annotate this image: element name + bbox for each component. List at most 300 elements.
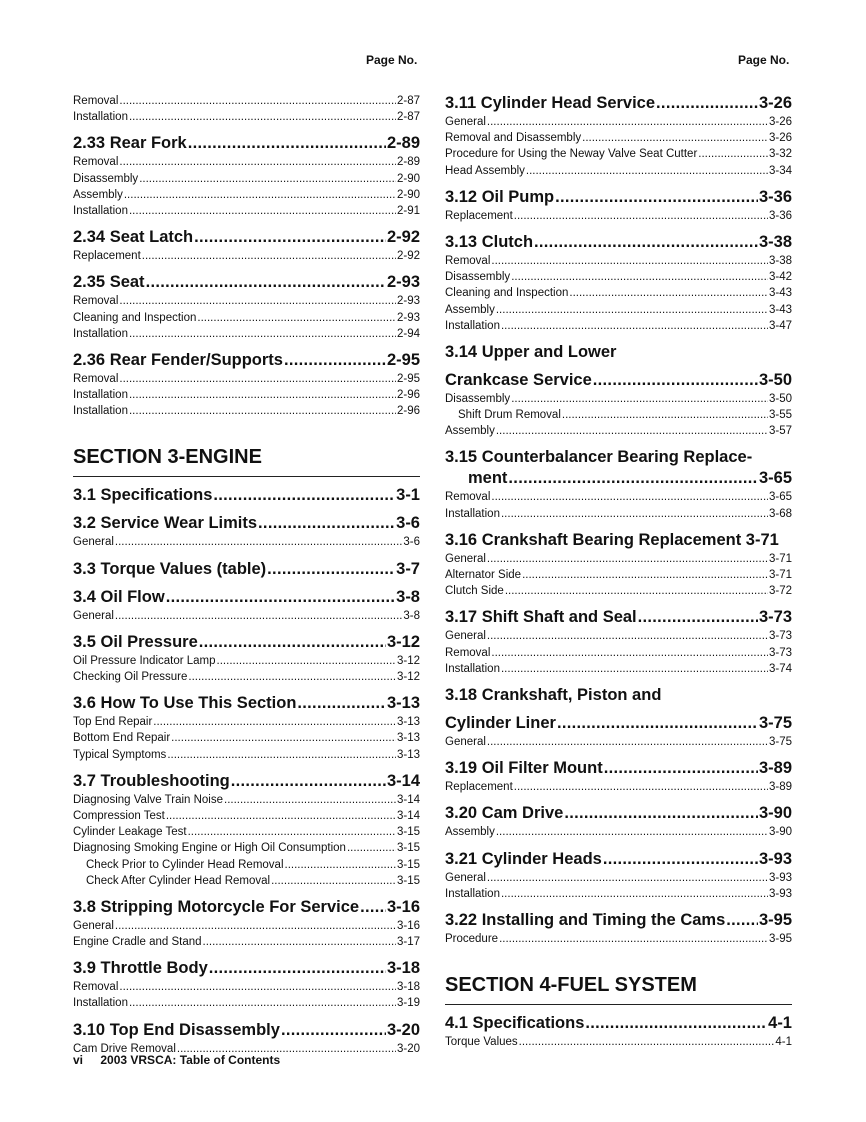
entry-title: Replacement (445, 209, 513, 222)
toc-entry[interactable] (445, 391, 792, 407)
toc-entry[interactable] (445, 661, 792, 677)
toc-entry[interactable] (445, 302, 792, 318)
dot-leader (593, 370, 758, 390)
footer-title: 2003 VRSCA: Table of Contents (100, 1053, 281, 1067)
entry-title: Installation (445, 662, 500, 675)
page-number: 3-71 (768, 569, 792, 581)
page-number: 2-90 (396, 172, 420, 185)
entry-title: Installation (73, 111, 128, 124)
toc-entry[interactable] (73, 669, 420, 685)
page-number: 2-95 (396, 372, 420, 385)
toc-entry[interactable] (73, 873, 420, 889)
dot-leader (487, 551, 768, 567)
dot-leader (197, 310, 396, 326)
entry-title: 3.4 Oil Flow (73, 587, 165, 606)
dot-leader (505, 583, 768, 599)
entry-title: Cleaning and Inspection (73, 311, 197, 324)
entry-title: 3.9 Throttle Body (73, 959, 208, 978)
toc-entry[interactable] (445, 645, 792, 661)
toc-entry[interactable] (73, 326, 420, 342)
entry-title: 2.33 Rear Fork (73, 134, 187, 153)
entry-title: Removal (73, 95, 119, 107)
dot-leader (501, 661, 768, 677)
page-no-header-left: Page No. (366, 53, 418, 67)
entry-title: 2.36 Rear Fender/Supports (73, 350, 283, 369)
toc-entry[interactable] (445, 146, 792, 162)
page-number: 3-15 (396, 858, 420, 871)
toc-heading[interactable] (445, 803, 792, 823)
page-number: 3-50 (768, 392, 792, 405)
page-number: 3-36 (768, 209, 792, 222)
entry-title: General (445, 871, 486, 884)
entry-title: Installation (73, 327, 128, 340)
toc-entry[interactable] (445, 886, 792, 902)
page-number: 3-74 (768, 662, 792, 675)
toc-entry[interactable] (445, 506, 792, 522)
page-number: 3-93 (768, 887, 792, 900)
entry-title: Installation (73, 997, 128, 1010)
page-number: 2-96 (396, 389, 420, 402)
toc-heading[interactable]: 3.14 Upper and Lower (445, 342, 617, 361)
toc-heading[interactable] (73, 897, 420, 917)
entry-title: 3.20 Cam Drive (445, 804, 564, 823)
page-number: 3-36 (758, 187, 792, 206)
dot-leader (194, 227, 386, 247)
dot-leader (501, 318, 768, 334)
entry-title: 3.19 Oil Filter Mount (445, 759, 603, 778)
toc-heading[interactable] (445, 468, 792, 488)
footer-page-number: vi (73, 1053, 84, 1067)
page-number: 3-26 (768, 132, 792, 145)
page-number: 3-73 (768, 646, 792, 659)
entry-title: Top End Repair (73, 716, 153, 729)
dot-leader (258, 513, 395, 533)
page-number: 2-92 (386, 228, 420, 247)
page-number: 2-93 (396, 295, 420, 308)
page-number: 3-95 (768, 932, 792, 945)
page-number: 3-8 (403, 609, 420, 622)
toc-entry[interactable] (73, 857, 420, 873)
entry-title: Engine Cradle and Stand (73, 936, 202, 949)
entry-title: Assembly (445, 826, 495, 839)
section-title: SECTION 3-ENGINE (73, 445, 420, 477)
entry-title: 3.21 Cylinder Heads (445, 849, 602, 868)
dot-leader (153, 714, 396, 730)
page-number: 2-93 (386, 273, 420, 292)
entry-title: Clutch Side (445, 585, 504, 598)
page-number: 3-38 (758, 232, 792, 251)
toc-entry[interactable] (73, 203, 420, 219)
page-number: 3-20 (386, 1020, 420, 1039)
entry-title: Assembly (445, 425, 495, 438)
dot-leader (115, 918, 396, 934)
dot-leader (224, 792, 396, 808)
toc-heading[interactable] (73, 272, 420, 292)
page-number: 3-13 (396, 748, 420, 761)
dot-leader (271, 873, 396, 889)
toc-entry[interactable] (73, 154, 420, 170)
toc-heading[interactable] (445, 849, 792, 869)
entry-title: General (445, 630, 486, 643)
toc-entry[interactable] (73, 934, 420, 950)
entry-title: Assembly (73, 188, 123, 201)
page-number: 3-6 (396, 514, 420, 533)
entry-title: 3.1 Specifications (73, 486, 213, 505)
page-number: 3-43 (768, 287, 792, 300)
toc-heading[interactable]: 3.16 Crankshaft Bearing Replacement 3-71 (445, 530, 779, 549)
toc-heading[interactable] (445, 607, 792, 627)
dot-leader (557, 713, 758, 733)
dot-leader (213, 485, 395, 505)
entry-title: Installation (73, 405, 128, 418)
page-number: 3-6 (403, 536, 420, 549)
dot-leader (166, 808, 396, 824)
toc-entry[interactable] (445, 407, 792, 423)
dot-leader (129, 387, 396, 403)
toc-entry[interactable] (445, 931, 792, 947)
dot-leader (115, 534, 402, 550)
page-number: 3-95 (758, 910, 792, 929)
dot-leader (129, 403, 396, 419)
dot-leader (284, 350, 386, 370)
entry-title: Checking Oil Pressure (73, 671, 188, 683)
dot-leader (129, 203, 396, 219)
page-number: 3-89 (758, 759, 792, 778)
entry-title: Replacement (73, 250, 141, 263)
dot-leader (569, 285, 768, 301)
toc-entry[interactable] (445, 208, 792, 224)
page-footer (73, 1053, 280, 1067)
dot-leader (360, 897, 386, 917)
page-number: 2-95 (386, 350, 420, 369)
entry-title: General (445, 552, 486, 565)
page-number: 3-13 (396, 716, 420, 729)
entry-title: Installation (445, 319, 500, 332)
dot-leader (511, 269, 768, 285)
page-number: 3-34 (768, 164, 792, 177)
toc-heading[interactable] (73, 559, 420, 579)
toc-entry[interactable] (73, 387, 420, 403)
toc-heading[interactable] (445, 1013, 792, 1033)
dot-leader (491, 489, 768, 505)
entry-title: 2.35 Seat (73, 273, 145, 292)
toc-entry[interactable] (73, 808, 420, 824)
page-number: 3-50 (758, 370, 792, 389)
page-number: 3-13 (386, 694, 420, 713)
dot-leader (142, 248, 396, 264)
dot-leader (188, 824, 396, 840)
page-number: 3-14 (386, 771, 420, 790)
page-no-header-right: Page No. (738, 53, 790, 67)
entry-title: Installation (445, 887, 500, 900)
page-number: 3-72 (768, 585, 792, 598)
dot-leader (499, 931, 768, 947)
entry-title: Disassembly (73, 172, 139, 185)
dot-leader (487, 870, 768, 886)
entry-title: Replacement (445, 781, 513, 794)
page-number: 3-32 (768, 148, 792, 161)
dot-leader (604, 758, 758, 778)
toc-entry[interactable] (73, 714, 420, 730)
page-number: 2-94 (396, 327, 420, 340)
page-number: 3-15 (396, 826, 420, 839)
toc-entry[interactable] (445, 114, 792, 130)
entry-title: Assembly (445, 303, 495, 316)
toc-heading[interactable] (73, 513, 420, 533)
toc-heading[interactable]: 3.18 Crankshaft, Piston and (445, 685, 662, 704)
dot-leader (119, 293, 396, 309)
page-number: 3-15 (396, 842, 420, 855)
toc-entry[interactable] (73, 995, 420, 1011)
toc-entry[interactable] (445, 285, 792, 301)
entry-title: Installation (73, 389, 128, 402)
page-number: 3-26 (768, 116, 792, 128)
toc-heading[interactable] (73, 1020, 420, 1040)
toc-entry[interactable] (73, 979, 420, 995)
page-number: 3-20 (396, 1042, 420, 1055)
entry-title: General (445, 735, 486, 748)
toc-entry[interactable] (445, 423, 792, 439)
toc-entry[interactable] (73, 310, 420, 326)
page-number: 2-92 (396, 250, 420, 263)
entry-title: Diagnosing Valve Train Noise (73, 793, 224, 806)
dot-leader (146, 272, 386, 292)
toc-entry[interactable] (445, 824, 792, 840)
entry-title: Alternator Side (445, 569, 522, 581)
page-number: 3-15 (396, 874, 420, 887)
toc-entry[interactable] (73, 824, 420, 840)
entry-title: General (73, 609, 114, 622)
dot-leader (508, 468, 758, 488)
dot-leader (119, 371, 396, 387)
toc-entry[interactable] (73, 109, 420, 125)
toc-entry[interactable] (73, 653, 420, 669)
toc-entry[interactable] (445, 734, 792, 750)
entry-title: Cylinder Leakage Test (73, 826, 187, 839)
toc-entry[interactable] (73, 534, 420, 550)
page-number: 3-90 (758, 804, 792, 823)
toc-entry[interactable] (73, 840, 420, 856)
dot-leader (698, 146, 768, 162)
toc-entry[interactable] (445, 269, 792, 285)
entry-title: Cylinder Liner (445, 713, 556, 732)
entry-title: ment (468, 469, 508, 488)
dot-leader (203, 934, 396, 950)
toc-entry[interactable] (445, 1034, 792, 1050)
dot-leader (267, 559, 395, 579)
page-number: 3-12 (386, 632, 420, 651)
page-number: 3-16 (386, 897, 420, 916)
toc-entry[interactable] (73, 918, 420, 934)
toc-entry[interactable] (73, 730, 420, 746)
dot-leader (514, 208, 768, 224)
dot-leader (501, 886, 768, 902)
entry-title: 2.34 Seat Latch (73, 228, 194, 247)
page-number: 3-47 (768, 319, 792, 332)
toc-entry[interactable] (73, 608, 420, 624)
dot-leader (656, 93, 758, 113)
entry-title: Bottom End Repair (73, 732, 171, 745)
entry-title: Shift Drum Removal (458, 409, 561, 422)
page-number: 3-57 (768, 425, 792, 438)
entry-title: Compression Test (73, 809, 165, 822)
page-number: 3-8 (396, 587, 420, 606)
page-number: 3-90 (768, 826, 792, 839)
entry-title: General (73, 536, 114, 549)
entry-title: Typical Symptoms (73, 748, 167, 761)
entry-title: Removal (445, 254, 491, 267)
entry-title: Removal (73, 981, 119, 994)
toc-entry[interactable] (73, 248, 420, 264)
toc-entry[interactable] (445, 779, 792, 795)
toc-entry[interactable] (445, 583, 792, 599)
entry-title: Installation (73, 204, 128, 217)
page-number: 3-38 (768, 254, 792, 267)
toc-heading[interactable] (73, 632, 420, 652)
dot-leader (119, 979, 396, 995)
entry-title: Removal (73, 295, 119, 308)
dot-leader (496, 302, 768, 318)
entry-title: 3.7 Troubleshooting (73, 771, 230, 790)
toc-column-right (445, 93, 792, 1050)
toc-heading[interactable] (445, 370, 792, 390)
page-number: 3-73 (758, 608, 792, 627)
dot-leader (129, 109, 396, 125)
page-number: 2-93 (396, 311, 420, 324)
page-number: 3-42 (768, 271, 792, 284)
page-number: 3-18 (386, 959, 420, 978)
toc-entry[interactable] (445, 163, 792, 179)
entry-title: Installation (445, 507, 500, 520)
dot-leader (564, 803, 758, 823)
toc-entry[interactable] (73, 747, 420, 763)
entry-title: Disassembly (445, 271, 511, 284)
dot-leader (285, 857, 396, 873)
page-number: 3-71 (768, 552, 792, 565)
dot-leader (555, 187, 758, 207)
dot-leader (501, 506, 768, 522)
page-number: 2-87 (396, 111, 420, 124)
toc-heading[interactable] (445, 232, 792, 252)
toc-heading[interactable] (73, 227, 420, 247)
toc-entry[interactable] (445, 489, 792, 505)
entry-title: Procedure (445, 932, 499, 945)
page-number: 2-89 (396, 156, 420, 169)
dot-leader (129, 995, 396, 1011)
dot-leader (167, 747, 396, 763)
dot-leader (491, 253, 768, 269)
page-number: 3-75 (758, 713, 792, 732)
toc-entry[interactable] (73, 403, 420, 419)
dot-leader (522, 567, 768, 583)
toc-entry[interactable] (73, 792, 420, 808)
dot-leader (519, 1034, 775, 1050)
toc-heading[interactable] (73, 133, 420, 153)
dot-leader (124, 187, 396, 203)
dot-leader (199, 632, 386, 652)
toc-heading[interactable] (445, 910, 792, 930)
toc-entry[interactable] (445, 253, 792, 269)
toc-entry[interactable] (445, 870, 792, 886)
toc-column-left (73, 93, 420, 1057)
toc-heading[interactable] (445, 713, 792, 733)
toc-heading[interactable] (445, 93, 792, 113)
page-number: 4-1 (775, 1036, 792, 1049)
toc-entry[interactable] (445, 551, 792, 567)
toc-heading[interactable] (73, 693, 420, 713)
entry-title: Oil Pressure Indicator Lamp (73, 654, 216, 667)
toc-entry[interactable] (445, 130, 792, 146)
dot-leader (603, 849, 758, 869)
entry-title: 3.22 Installing and Timing the Cams (445, 910, 726, 929)
toc-heading[interactable] (73, 958, 420, 978)
entry-title: General (445, 116, 486, 128)
toc-heading[interactable] (73, 350, 420, 370)
entry-title: Disassembly (445, 392, 511, 405)
dot-leader (496, 824, 768, 840)
dot-leader (139, 171, 396, 187)
section-title: SECTION 4-FUEL SYSTEM (445, 973, 792, 1005)
page-number: 3-13 (396, 732, 420, 745)
toc-heading[interactable] (445, 187, 792, 207)
dot-leader (188, 669, 396, 685)
dot-leader (511, 391, 768, 407)
toc-entry[interactable] (445, 628, 792, 644)
toc-entry[interactable] (73, 93, 420, 109)
page-number: 3-75 (768, 735, 792, 748)
toc-heading[interactable] (73, 587, 420, 607)
page-number: 3-17 (396, 936, 420, 949)
toc-entry[interactable] (73, 171, 420, 187)
toc-entry[interactable] (73, 293, 420, 309)
entry-title: 3.13 Clutch (445, 232, 534, 251)
dot-leader (347, 840, 396, 856)
page-number: 3-65 (758, 469, 792, 488)
page-number: 2-89 (386, 134, 420, 153)
dot-leader (217, 653, 396, 669)
toc-entry[interactable] (73, 371, 420, 387)
page-number: 3-55 (768, 409, 792, 422)
dot-leader (297, 693, 386, 713)
dot-leader (562, 407, 768, 423)
entry-title: 3.6 How To Use This Section (73, 694, 297, 713)
dot-leader (514, 779, 768, 795)
entry-title: Removal (73, 156, 119, 169)
toc-entry[interactable] (445, 567, 792, 583)
page-number: 2-96 (396, 405, 420, 418)
entry-title: Cam Drive Removal (73, 1042, 176, 1055)
toc-entry[interactable] (445, 318, 792, 334)
dot-leader (171, 730, 396, 746)
entry-title: Diagnosing Smoking Engine or High Oil Consumption (73, 842, 346, 855)
dot-leader (115, 608, 402, 624)
entry-title: Procedure for Using the Neway Valve Seat Cutter (445, 148, 698, 161)
entry-title: Removal (445, 646, 491, 659)
toc-heading[interactable] (73, 485, 420, 505)
dot-leader (487, 628, 768, 644)
dot-leader (487, 114, 768, 130)
toc-heading[interactable]: 3.15 Counterbalancer Bearing Replace- (445, 448, 753, 467)
toc-heading[interactable] (445, 758, 792, 778)
entry-title: Check Prior to Cylinder Head Removal (86, 858, 284, 871)
toc-heading[interactable] (73, 771, 420, 791)
page-number: 3-93 (758, 849, 792, 868)
page-number: 3-14 (396, 793, 420, 806)
page-number: 3-14 (396, 809, 420, 822)
entry-title: Removal and Disassembly (445, 132, 582, 145)
toc-entry[interactable] (73, 187, 420, 203)
page-number: 2-87 (396, 95, 420, 107)
